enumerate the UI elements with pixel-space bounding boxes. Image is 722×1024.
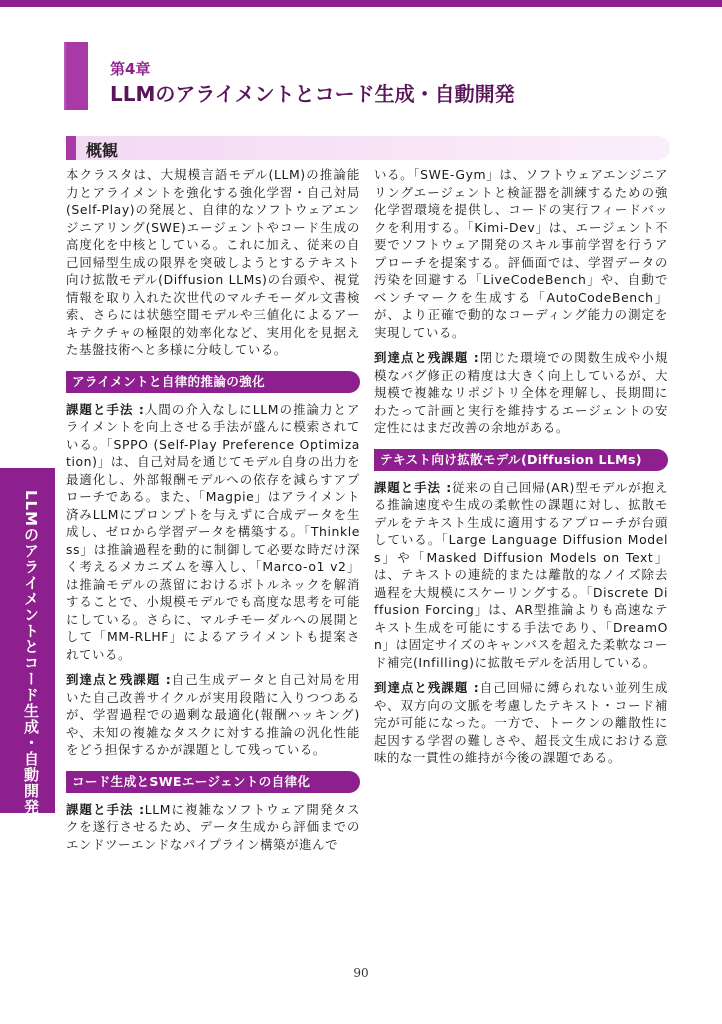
side-chapter-tab-text: LLMのアライメントとコード生成・自動開発 bbox=[22, 490, 40, 816]
intro-paragraph: 本クラスタは、大規模言語モデル(LLM)の推論能力とアライメントを強化する強化学習・自己対局(Self-Play)の発展と、自律的なソフトウェアエンジニアリング(SWE)エージェントやコード生成の高度化を中核としている。これに加え、従来の自己回帰型生成の限界を突破しようとするテキスト向け拡散モデル(Diffusion LLMs)の台頭や、視覚情報を取り入れた次世代のマルチモーダル文書検索、さらには状態空間モデルや三値化によるアーキテクチャの極限的効率化など、実用化を見据えた基盤技術へと多様に分岐している。 bbox=[66, 167, 360, 357]
page-number: 90 bbox=[353, 966, 369, 980]
overview-heading-bar bbox=[66, 136, 670, 160]
chapter-label: 第4章 bbox=[110, 60, 151, 78]
section-alignment-method bbox=[66, 401, 360, 664]
right-column bbox=[374, 166, 668, 775]
section-code-method bbox=[66, 801, 360, 854]
method-text: LLMに複雑なソフトウェア開発タスクを遂行させるため、データ生成から評価までのエンドツーエンドなパイプライン構築が進んで bbox=[66, 801, 361, 852]
method-text: 人間の介入なしにLLMの推論力とアライメントを向上させる手法が盛んに模索されている。「SPPO (Self-Play Preference Optimization)」は、自己対局を通じてモデル自身の出力を最適化し、外部報酬モデルへの依存を減らすアプローチである。また、「Magpie」はアライメント済みLLMにプロンプトを与えずに合成データを生成し、ゼロから学習データを構築する。「Thinkless」は推論過程を動的に制御して必要な時だけ深く考えるメカニズムを導入し、「Marco-o1 v2」は推論モデルの蒸留におけるボトルネックを解消することで、小規模モデルでも高度な思考を可能にしている。さらに、マルチモーダルへの展開として「MM-RLHF」によるアライメントも提案されている。 bbox=[66, 401, 361, 662]
section-heading-alignment: アライメントと自律的推論の強化 bbox=[66, 371, 360, 393]
result-text: 自己生成データと自己対局を用いた自己改善サイクルが実用段階に入りつつあるが、学習過程での過剰な最適化(報酬ハッキング)や、未知の複雑なタスクに対する推論の汎化性能をどう担保するかが課題として残っている。 bbox=[66, 672, 361, 757]
result-label: 到達点と残課題 : bbox=[374, 350, 480, 365]
section-diffusion-result bbox=[374, 679, 668, 767]
overview-title: 概観 bbox=[86, 141, 119, 160]
top-accent-bar bbox=[0, 0, 722, 7]
result-text: 自己回帰に縛られない並列生成や、双方向の文脈を考慮したテキスト・コード補完が可能になった。一方で、トークンの離散性に起因する学習の難しさや、超長文生成における意味的な一貫性の維持が今後の課題である。 bbox=[374, 680, 669, 765]
method-label: 課題と手法 : bbox=[66, 401, 145, 417]
section-alignment-result bbox=[66, 671, 360, 759]
method-label: 課題と手法 : bbox=[66, 801, 145, 817]
section-diffusion-method bbox=[374, 479, 668, 672]
result-text: 閉じた環境での関数生成や小規模なバグ修正の精度は大きく向上しているが、大規模で複雑なリポジトリ全体を理解し、長期間にわたって計画と実行を維持するエージェントの安定性にはまだ改善の余地がある。 bbox=[374, 350, 669, 435]
chapter-title: LLMのアライメントとコード生成・自動開発 bbox=[110, 82, 515, 106]
section-heading-code-generation: コード生成とSWEエージェントの自律化 bbox=[66, 771, 360, 793]
section-code-result bbox=[374, 349, 668, 437]
section-heading-diffusion: テキスト向け拡散モデル(Diffusion LLMs) bbox=[374, 449, 668, 471]
overview-accent bbox=[66, 136, 76, 160]
left-column bbox=[66, 166, 360, 861]
result-label: 到達点と残課題 : bbox=[374, 680, 480, 695]
result-label: 到達点と残課題 : bbox=[66, 672, 172, 687]
method-label: 課題と手法 : bbox=[374, 479, 452, 495]
method-text: 従来の自己回帰(AR)型モデルが抱える推論速度や生成の柔軟性の課題に対し、拡散モデルをテキスト生成に適用するアプローチが台頭している。「Large Language Diffusion Models」や「Masked Diffusion Models on Text」は、テキストの連続的または離散的なノイズ除去過程を大規模にスケーリングする。「Discrete Diffusion Forcing」は、AR型推論よりも高速なテキスト生成を可能にする手法であり、「DreamOn」は固定サイズのキャンバスを超えた柔軟なコード補完(Infilling)に拡散モデルを活用している。 bbox=[374, 479, 669, 670]
section-code-continued: いる。「SWE-Gym」は、ソフトウェアエンジニアリングエージェントと検証器を訓練するための強化学習環境を提供し、コードの実行フィードバックを利用する。「Kimi-Dev」は、エージェント不要でソフトウェア開発のスキル事前学習を行うアプローチを提案する。評価面では、学習データの汚染を回避する「LiveCodeBench」や、自動でベンチマークを生成する「AutoCodeBench」が、より正確で動的なコーディング能力の測定を実現している。 bbox=[374, 167, 668, 340]
chapter-accent-block bbox=[66, 42, 88, 110]
